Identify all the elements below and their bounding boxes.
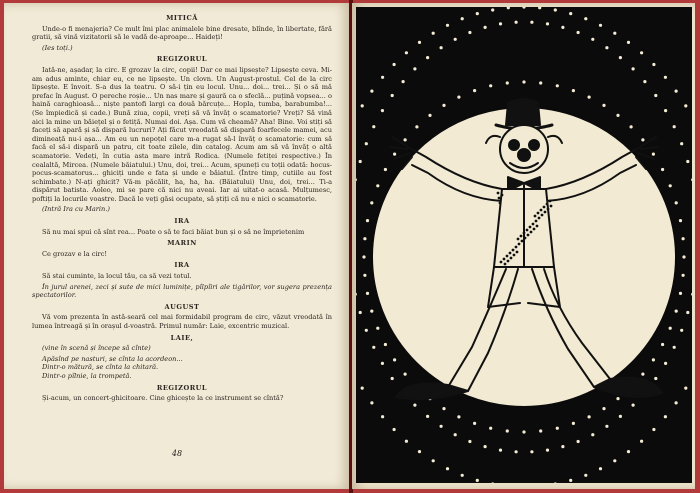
speaker-name: MITICĂ <box>166 14 198 22</box>
light-dot <box>393 428 396 431</box>
coat-spot <box>529 226 532 229</box>
light-dot <box>661 343 664 346</box>
dialogue-paragraph: Și-acum, un concert-ghicitoare. Cine ghicește la ce instrument se cîntă? <box>42 394 284 403</box>
light-dot <box>619 415 622 418</box>
speaker-name: REGIZORUL <box>156 383 208 392</box>
light-dot <box>393 358 396 361</box>
light-dot <box>356 178 357 181</box>
light-dot <box>546 22 549 25</box>
light-dot <box>372 346 375 349</box>
light-dot <box>402 80 405 83</box>
light-dot <box>664 415 667 418</box>
light-dot <box>413 404 416 407</box>
light-dot <box>675 90 678 93</box>
light-dot <box>679 219 682 222</box>
speaker-name: MARIN <box>167 239 197 248</box>
speaker-name: REGIZORUL <box>156 55 208 64</box>
light-dot <box>376 184 379 187</box>
light-dot <box>605 46 608 49</box>
light-dot <box>539 81 542 84</box>
light-dot <box>664 362 667 365</box>
light-dot <box>538 7 541 9</box>
light-dot <box>684 387 687 390</box>
coat-spot <box>538 217 541 220</box>
light-dot <box>661 168 664 171</box>
light-dot <box>432 459 435 462</box>
light-dot <box>440 425 443 428</box>
light-dot <box>630 125 633 128</box>
coat-spot <box>513 254 516 257</box>
light-dot <box>418 41 421 44</box>
light-dot <box>669 184 672 187</box>
coat-spot <box>500 261 503 264</box>
light-dot <box>686 160 689 163</box>
light-dot <box>507 7 510 9</box>
light-dot <box>682 274 685 277</box>
light-dot <box>652 63 655 66</box>
coat-spot <box>512 249 515 252</box>
light-dot <box>391 377 394 380</box>
light-dot <box>641 373 644 376</box>
speaker-name: LAIE, <box>170 333 194 342</box>
light-dot <box>366 219 369 222</box>
light-dot <box>530 21 533 24</box>
light-dot <box>577 440 580 443</box>
light-dot <box>561 445 564 448</box>
coat-spot <box>541 214 544 217</box>
light-dot <box>442 104 445 107</box>
light-dot <box>613 459 616 462</box>
light-dot <box>522 80 525 83</box>
light-dot <box>405 51 408 54</box>
light-dot <box>616 114 619 117</box>
light-dot <box>361 104 364 107</box>
light-dot <box>468 440 471 443</box>
dialogue-paragraph: Iată-ne, așadar, la circ. E grozav la circ, copii! Dar ce mai lipsește? Lipsește ceva. Mi-am adus aminte, chiar eu, ce ne lipsește. Un clovn. Un August-prostul. Cel de la circ lipsește. E învoit. S-a dus la teatru. O să-i țin eu locul. Unu... doi... trei... Și o să mă prefac în August. O pereche roșie... Un nas mare și gaură ca o sfeclă... puțină vopsea... o haină caraghioasă... niște pantofi largi ca două bărcuțe... Hopla, tumba, barabumba!... (Se împiedică și cade.) Bună ziua, copii, vreți să vă învăț o scamatorie? Vreți? Să vină aici la mine un băiețel și o fetiță. Numai doi. Așa. Cum vă cheamă? Aha! Bine. Voi stiți să faceți să apară și să dispară lucruri? Ați făcut vreodată să dispară foarfecele mamei, acu dimineață nu-i așa... Am eu un nepoțel care m-a rugat să-l învăț o scamatorie: cum să facă el să-i dispară un patru, cit toate zilele, din catalog. Acum am să vă învăț o altă scamatorie. Vedeți, în cutia asta mare intră Rodica. (Numele fetiței respective.) În cealaltă, Mircea. (Numele băiatului.) Unu, doi, trei... Acum, spuneți cu toții odată: hocus-pocus-scamatorus... ghiciți unde e fata și unde e băiatul. (Între timp, cutiile au fost schimbate.) N-ați ghicit? Vă-m păcălit, ha, ha, ha. (Băiatului) Unu, doi, trei... Ti-a dispărut batista. Aoleo, mi se pare că nici nu aveai. Iar ai uitat-o acasă. Mulțumesc, poftiți la locurile voastre. Dacă le veți găsi ocupate, să știți că nu e nici o scamatorie. <box>32 65 332 203</box>
verse-line: Apăsînd pe nasturi, se cînta la acordeon... <box>42 354 183 363</box>
verse-line: Dintr-o mătură, se cînta la chitară. <box>42 363 159 372</box>
light-dot <box>489 427 492 430</box>
light-dot <box>675 401 678 404</box>
coat-spot <box>521 240 524 243</box>
light-dot <box>627 450 630 453</box>
light-dot <box>404 138 407 141</box>
light-dot <box>654 377 657 380</box>
light-dot <box>691 178 692 181</box>
light-dot <box>684 104 687 107</box>
light-dot <box>484 26 487 29</box>
light-dot <box>446 24 449 27</box>
light-dot <box>569 479 572 482</box>
light-dot <box>489 84 492 87</box>
light-dot <box>432 32 435 35</box>
light-dot <box>461 474 464 477</box>
light-dot <box>405 440 408 443</box>
light-dot <box>643 80 646 83</box>
coat-spot <box>510 257 513 260</box>
light-dot <box>476 479 479 482</box>
light-dot <box>515 450 518 453</box>
light-dot <box>619 56 622 59</box>
coat-spot <box>530 231 533 234</box>
light-dot <box>682 237 685 240</box>
page-number: 48 <box>171 449 183 458</box>
light-dot <box>640 440 643 443</box>
coat-spot <box>504 263 507 266</box>
coat-spot <box>547 208 550 211</box>
coat-spot <box>526 229 529 232</box>
light-dot <box>691 293 692 296</box>
light-dot <box>539 429 542 432</box>
light-dot <box>365 329 368 332</box>
light-dot <box>584 474 587 477</box>
light-dot <box>599 24 602 27</box>
light-dot <box>627 41 630 44</box>
light-dot <box>569 12 572 15</box>
light-dot <box>491 8 494 11</box>
light-dot <box>384 168 387 171</box>
left-page <box>4 3 350 489</box>
coat-spot <box>543 206 546 209</box>
speaker-name: AUGUST <box>164 302 200 311</box>
light-dot <box>675 310 678 313</box>
light-dot <box>591 38 594 41</box>
light-dot <box>391 94 394 97</box>
light-dot <box>588 96 591 99</box>
light-dot <box>457 96 460 99</box>
coat-spot <box>498 197 501 200</box>
stage-direction: (Ies toți.) <box>42 43 73 52</box>
light-dot <box>468 31 471 34</box>
coat-spot <box>520 235 523 238</box>
light-dot <box>381 362 384 365</box>
speaker-name: IRA <box>174 217 190 226</box>
clown-illustration <box>356 7 692 483</box>
light-dot <box>484 445 487 448</box>
light-dot <box>679 292 682 295</box>
light-dot <box>454 433 457 436</box>
light-dot <box>591 433 594 436</box>
coat-spot <box>546 203 549 206</box>
light-dot <box>476 12 479 15</box>
dialogue-paragraph: Vă vom prezenta în astă-seară cel mai formidabil program de circ, văzut vreodată în lumea întreagă și în orașul d-voastră. Primul număr: Laie, excentric muzical. <box>32 313 332 330</box>
coat-spot <box>533 228 536 231</box>
light-dot <box>413 67 416 70</box>
coat-spot <box>544 211 547 214</box>
coat-spot <box>517 238 520 241</box>
light-dot <box>362 255 365 258</box>
light-dot <box>381 76 384 79</box>
coat-spot <box>527 234 530 237</box>
stage-direction: (Intră Ira cu Marin.) <box>42 205 110 214</box>
coat-spot <box>518 243 521 246</box>
coat-spot <box>499 202 502 205</box>
light-dot <box>370 401 373 404</box>
light-dot <box>652 358 655 361</box>
coat-spot <box>536 225 539 228</box>
light-dot <box>426 415 429 418</box>
light-dot <box>461 17 464 20</box>
light-dot <box>616 397 619 400</box>
light-dot <box>361 387 364 390</box>
light-dot <box>366 292 369 295</box>
light-dot <box>652 428 655 431</box>
light-dot <box>561 26 564 29</box>
light-dot <box>428 114 431 117</box>
light-dot <box>682 255 685 258</box>
coat-spot <box>550 205 553 208</box>
light-dot <box>613 32 616 35</box>
coat-spot <box>537 212 540 215</box>
light-dot <box>454 38 457 41</box>
light-dot <box>363 274 366 277</box>
light-dot <box>599 467 602 470</box>
light-dot <box>664 109 667 112</box>
coat-spot <box>524 237 527 240</box>
light-dot <box>577 31 580 34</box>
light-dot <box>664 76 667 79</box>
light-dot <box>572 89 575 92</box>
light-dot <box>673 125 676 128</box>
light-dot <box>673 346 676 349</box>
light-dot <box>522 430 525 433</box>
stage-direction: (vine în scenă și începe să cînte) <box>42 344 151 353</box>
light-dot <box>605 425 608 428</box>
coat-spot <box>507 260 510 263</box>
light-dot <box>370 201 373 204</box>
coat-spot <box>515 246 518 249</box>
light-dot <box>473 89 476 92</box>
light-dot <box>446 467 449 470</box>
verse-block <box>32 355 332 381</box>
coat-spot <box>516 251 519 254</box>
dialogue-paragraph: Unde-o fi menajeria? Ce mult îmi plac animalele bine dresate, blînde, în libertate, fără gratii, să vină vizitatorii să le vadă de-aproape... Haideți! <box>32 24 332 42</box>
speaker-name: IRA <box>174 261 190 270</box>
coat-spot <box>503 258 506 261</box>
coat-spot <box>535 220 538 223</box>
light-dot <box>588 415 591 418</box>
coat-spot <box>534 215 537 218</box>
right-page <box>352 3 695 489</box>
light-dot <box>372 125 375 128</box>
light-dot <box>556 84 559 87</box>
verse-line: Dintr-o pîlnie, la trompetă. <box>42 371 132 380</box>
light-dot <box>522 7 525 9</box>
light-dot <box>602 407 605 410</box>
light-dot <box>415 125 418 128</box>
light-dot <box>554 8 557 11</box>
light-dot <box>640 51 643 54</box>
light-dot <box>680 329 683 332</box>
light-dot <box>363 237 366 240</box>
light-dot <box>473 422 476 425</box>
light-dot <box>418 450 421 453</box>
light-dot <box>515 21 518 24</box>
coat-spot <box>506 255 509 258</box>
light-dot <box>381 415 384 418</box>
light-dot <box>356 293 357 296</box>
light-dot <box>641 138 644 141</box>
light-dot <box>370 90 373 93</box>
light-dot <box>365 142 368 145</box>
light-dot <box>506 429 509 432</box>
dialogue-paragraph: Să stai cuminte, la locul tău, ca să vezi totul. <box>42 272 192 281</box>
light-dot <box>381 109 384 112</box>
light-dot <box>457 415 460 418</box>
light-dot <box>376 327 379 330</box>
light-dot <box>499 22 502 25</box>
light-dot <box>530 450 533 453</box>
light-dot <box>384 343 387 346</box>
dialogue-paragraph: Ce grozav e la circ! <box>42 249 108 258</box>
light-dot <box>632 404 635 407</box>
coat-spot <box>532 223 535 226</box>
coat-spot <box>509 252 512 255</box>
dialogue-paragraph: Să nu mai spui că sînt rea... Poate o să te faci băiat bun și o să ne împrietenim <box>42 227 305 236</box>
light-dot <box>393 153 396 156</box>
light-dot <box>546 449 549 452</box>
light-dot <box>669 327 672 330</box>
light-dot <box>632 67 635 70</box>
light-dot <box>426 56 429 59</box>
light-dot <box>370 310 373 313</box>
light-dot <box>491 482 494 483</box>
light-dot <box>556 427 559 430</box>
light-dot <box>675 201 678 204</box>
light-dot <box>602 104 605 107</box>
clown-drawing <box>356 7 692 483</box>
light-dot <box>584 17 587 20</box>
light-dot <box>393 63 396 66</box>
light-dot <box>442 407 445 410</box>
coat-spot <box>501 194 504 197</box>
coat-spot <box>497 192 500 195</box>
light-dot <box>554 482 557 483</box>
coat-spot <box>549 200 552 203</box>
play-text <box>32 11 332 405</box>
coat-spot <box>540 209 543 212</box>
light-dot <box>506 81 509 84</box>
light-dot <box>404 373 407 376</box>
light-dot <box>359 311 362 314</box>
light-dot <box>652 153 655 156</box>
coat-spot <box>523 232 526 235</box>
light-dot <box>572 422 575 425</box>
light-dot <box>686 311 689 314</box>
light-dot <box>499 449 502 452</box>
light-dot <box>359 160 362 163</box>
light-dot <box>440 46 443 49</box>
light-dot <box>654 94 657 97</box>
light-dot <box>680 142 683 145</box>
stage-direction: În jurul arenei, zeci și sute de mici luminițe, pîlpîiri ale tigărilor, vor sugera prezența spectatorilor. <box>32 282 332 300</box>
